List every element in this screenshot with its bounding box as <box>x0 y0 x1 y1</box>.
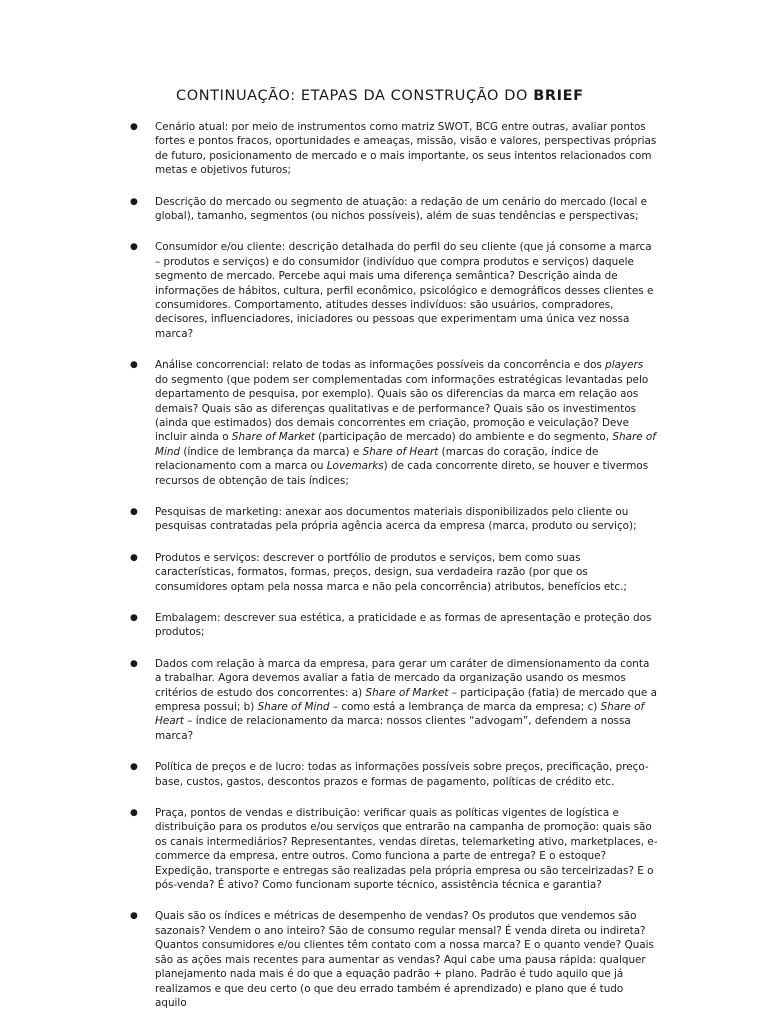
bullet-icon: ● <box>130 658 138 669</box>
item-text: – índice de relacionamento da marca: nossos clientes “advogam”, defendem a nossa marca? <box>155 715 631 742</box>
title-prefix: CONTINUAÇÃO: ETAPAS DA CONSTRUÇÃO DO <box>176 88 534 104</box>
item-text: Dados com relação à marca da empresa, para gerar um caráter de dimensionamento da conta a trabalhar. Agora devemos avaliar a fatia de mercado da organização usando os mesmos critérios de estudo dos concorrentes: a) <box>155 657 650 699</box>
item-text: do segmento (que podem ser complementadas com informações estratégicas levantadas pelo departamento de pesquisa, por exemplo). Quais são os diferencias da marca em relação aos demais? Quais são as diferenças qualitativas e de performance? Quais são os investimentos (ainda que estimados) dos demais concorrentes em criação, promoção e veiculação? Deve incluir ainda o <box>155 373 649 444</box>
bullet-icon: ● <box>130 242 138 253</box>
italic-term: Share of Heart <box>155 701 645 728</box>
list-item <box>0 551 658 594</box>
list-item <box>0 806 658 892</box>
item-text: – participação (fatia) de mercado que a empresa possui; b) <box>155 686 657 713</box>
bullet-icon: ● <box>130 762 138 773</box>
item-text: Embalagem: descrever sua estética, a praticidade e as formas de apresentação e proteção dos produtos; <box>155 611 652 639</box>
list-item <box>0 240 658 341</box>
item-text: (marcas do coração, índice de relacionamento com a marca ou <box>155 445 599 473</box>
item-text: (índice de lembrança da marca) e <box>180 445 363 458</box>
bullet-icon: ● <box>130 196 138 207</box>
item-text: Produtos e serviços: descrever o portfólio de produtos e serviços, bem como suas características, formatos, formas, preços, design, sua verdadeira razão (por que os consumidores optam pela nossa marca e não pela concorrência) atributos, benefícios etc.; <box>155 551 627 593</box>
list-item <box>0 760 658 789</box>
document-title <box>176 88 584 104</box>
item-text: ) de cada concorrente direto, se houver e tivermos recursos de obtenção de tais índices; <box>155 460 649 487</box>
list-item <box>0 195 658 224</box>
bullet-list <box>0 120 768 1027</box>
list-item <box>0 657 658 743</box>
italic-term: Lovemarks <box>326 460 384 473</box>
list-item <box>0 505 658 534</box>
italic-term: players <box>605 359 644 372</box>
italic-term: Share of Mind <box>155 431 656 458</box>
item-text: – como está a lembrança de marca da empresa; c) <box>329 701 601 713</box>
item-text: Política de preços e de lucro: todas as informações possíveis sobre preços, precificação, preço-base, custos, gastos, descontos prazos e formas de pagamento, políticas de crédito etc. <box>155 761 649 788</box>
item-text: Pesquisas de marketing: anexar aos documentos materiais disponibilizados pelo cliente ou pesquisas contratadas pela própria agência acerca da empresa (marca, produto ou serviço); <box>155 505 637 533</box>
bullet-icon: ● <box>130 612 138 623</box>
item-text: Análise concorrencial: relato de todas as informações possíveis da concorrência e dos <box>155 359 606 372</box>
bullet-icon: ● <box>130 552 138 563</box>
list-item <box>0 120 658 178</box>
item-text: Praça, pontos de vendas e distribuição: verificar quais as políticas vigentes de logística e distribuição para os produtos e/ou serviços que entrarão na campanha de promoção: quais são os canais intermediários? Representantes, vendas diretas, telemarketing ativo, marketplaces, e-commerce da empresa, entre outros. Como funciona a parte de entrega? E o estoque? Expedição, transporte e entregas são realizadas pela própria empresa ou são terceirizadas? E o pós-venda? É ativo? Como funcionam suporte técnico, assistência técnica e garantia? <box>155 807 658 892</box>
item-text: Quais são os índices e métricas de desempenho de vendas? Os produtos que vendemos são sazonais? Vendem o ano inteiro? São de consumo regular mensal? É venda direta ou indireta? Quantos consumidores e/ou clientes têm contato com a nossa marca? E o quanto vende? Quais são as ações mais recentes para aumentar as vendas? Aqui cabe uma pausa rápida: qualquer planejamento nada mais é do que a equação padrão + plano. Padrão é tudo aquilo que já realizamos e que deu certo (o que deu errado também é aprendizado) e plano que é tudo aquilo <box>155 910 654 1009</box>
list-item <box>0 358 658 488</box>
italic-term: Share of Mind <box>257 701 330 713</box>
item-text: (participação de mercado) do ambiente e do segmento, <box>314 431 613 444</box>
bullet-icon: ● <box>130 506 138 517</box>
italic-term: Share of Heart <box>362 445 439 458</box>
title-brief: BRIEF <box>533 88 584 104</box>
italic-term: Share of Market <box>231 431 315 444</box>
bullet-icon: ● <box>130 122 138 132</box>
italic-term: Share of Market <box>365 686 449 699</box>
item-text: Consumidor e/ou cliente: descrição detalhada do perfil do seu cliente (que já consome a marca – produtos e serviços) e do consumidor (indivíduo que compra produtos e serviços) daquele segmento de mercado. Percebe aqui mais uma diferença semântica? Descrição ainda de informações de hábitos, cultura, perfil econômico, psicológico e demográficos desses clientes e consumidores. Comportamento, atitudes desses indivíduos: são usuários, compradores, decisores, influenciadores, iniciadores ou pessoas que experimentam uma única vez nossa marca? <box>155 241 654 340</box>
list-item <box>0 909 658 1010</box>
bullet-icon: ● <box>130 360 138 371</box>
list-item <box>0 611 658 640</box>
bullet-icon: ● <box>130 911 138 922</box>
bullet-icon: ● <box>130 808 138 819</box>
item-text: Descrição do mercado ou segmento de atuação: a redação de um cenário do mercado (local e global), tamanho, segmentos (ou nichos possíveis), além de suas tendências e perspectivas; <box>155 195 648 223</box>
item-text: Cenário atual: por meio de instrumentos como matriz SWOT, BCG entre outras, avaliar pontos fortes e pontos fracos, oportunidades e ameaças, missão, visão e valores, perspectivas próprias de futuro, posicionamento de mercado e o mais importante, os seus intentos relacionados com metas e objetivos futuros; <box>155 121 657 177</box>
